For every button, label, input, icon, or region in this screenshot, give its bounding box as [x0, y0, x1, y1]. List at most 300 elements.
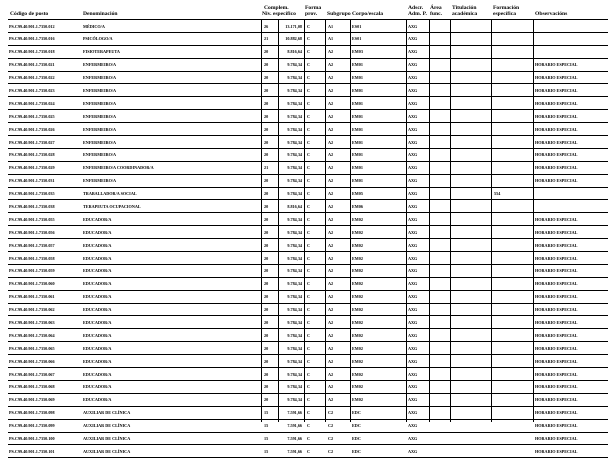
cell-denominacion: EDUCADOR/A	[83, 397, 112, 403]
cell-subgrupo: A2	[328, 294, 334, 300]
cell-subgrupo: C2	[328, 436, 334, 441]
cell-denominacion: TERAPEUTA OCUPACIONAL	[83, 203, 141, 209]
cell-subgrupo: A2	[328, 345, 334, 351]
cell-nivel: 20	[264, 113, 269, 119]
cell-nivel: 15	[264, 448, 269, 454]
cell-adscripcion: AXG	[408, 242, 418, 248]
cell-corpo-escala: EM02	[352, 371, 363, 377]
cell-denominacion: EDUCADOR/A	[83, 358, 112, 364]
cell-corpo-escala: EM02	[352, 229, 363, 235]
cell-forma-prov: C	[307, 100, 311, 106]
cell-subgrupo: A2	[328, 49, 334, 55]
cell-adscripcion: AXG	[408, 268, 418, 274]
cell-codigo: PS.C99.40.901.1.7350.065	[9, 345, 55, 351]
cell-corpo-escala: ES01	[352, 23, 362, 29]
cell-complemento: 9.784,34	[287, 358, 302, 364]
cell-observaciones: HORARIO ESPECIAL	[535, 126, 578, 132]
table-row	[0, 123, 615, 136]
table-row	[0, 368, 615, 381]
cell-codigo: PS.C99.40.901.1.7350.021	[9, 62, 55, 68]
cell-adscripcion: AXG	[408, 384, 418, 390]
cell-nivel: 20	[264, 139, 269, 145]
cell-complemento: 9.784,34	[287, 397, 302, 403]
cell-subgrupo: C2	[328, 410, 334, 416]
cell-subgrupo: A1	[328, 23, 334, 29]
cell-observaciones: HORARIO ESPECIAL	[535, 113, 578, 119]
cell-codigo: PS.C99.40.901.1.7350.031	[9, 178, 55, 184]
cell-observaciones: HORARIO ESPECIAL	[535, 319, 578, 325]
table-row	[0, 149, 615, 162]
cell-corpo-escala: EM02	[352, 268, 363, 274]
table-row	[0, 329, 615, 342]
cell-forma-prov: C	[307, 23, 311, 29]
cell-denominacion: ENFERMEIRO/A	[83, 113, 117, 119]
cell-forma-prov: C	[307, 191, 311, 197]
cell-codigo: PS.C99.40.901.1.7350.057	[9, 242, 55, 248]
cell-adscripcion: AXG	[408, 307, 418, 313]
cell-corpo-escala: EDC	[352, 448, 361, 454]
cell-codigo: PS.C99.40.901.1.7350.100	[9, 436, 55, 441]
cell-forma-prov: C	[307, 49, 311, 55]
table-row	[0, 213, 615, 226]
cell-complemento: 9.784,34	[287, 294, 302, 300]
cell-forma-prov: C	[307, 332, 311, 338]
cell-nivel: 20	[264, 229, 269, 235]
table-row	[0, 355, 615, 368]
cell-complemento: 7.591,66	[287, 436, 302, 441]
cell-denominacion: TRABALLADOR/A SOCIAL	[83, 191, 137, 197]
cell-nivel: 20	[264, 152, 269, 158]
cell-complemento: 9.784,34	[287, 268, 302, 274]
cell-adscripcion: AXG	[408, 345, 418, 351]
table-row	[0, 265, 615, 278]
cell-complemento: 7.591,66	[287, 423, 302, 429]
table-row	[0, 394, 615, 407]
header-titulacion-line2: académica	[452, 11, 478, 17]
cell-corpo-escala: EM02	[352, 216, 363, 222]
header-codigo: Código de posto	[10, 11, 49, 17]
cell-nivel: 20	[264, 307, 269, 313]
cell-codigo: PS.C99.40.901.1.7350.028	[9, 152, 55, 158]
cell-denominacion: ENFERMEIRO/A	[83, 75, 117, 81]
cell-observaciones: HORARIO ESPECIAL	[535, 75, 578, 81]
cell-corpo-escala: EM02	[352, 307, 363, 313]
cell-subgrupo: A2	[328, 216, 334, 222]
cell-denominacion: ENFERMEIRO/A	[83, 87, 117, 93]
cell-denominacion: AUXILIAR DE CLÍNICA	[83, 436, 131, 441]
cell-subgrupo: A2	[328, 384, 334, 390]
cell-nivel: 21	[264, 36, 269, 42]
table-row	[0, 33, 615, 46]
header-complem-line2: Niv. específico	[262, 11, 296, 17]
cell-nivel: 20	[264, 100, 269, 106]
cell-corpo-escala: EM01	[352, 87, 363, 93]
table-row	[0, 291, 615, 304]
cell-subgrupo: A2	[328, 126, 334, 132]
cell-corpo-escala: EM01	[352, 152, 363, 158]
cell-adscripcion: AXG	[408, 139, 418, 145]
cell-complemento: 9.784,34	[287, 307, 302, 313]
table-row	[0, 252, 615, 265]
cell-adscripcion: AXG	[408, 178, 418, 184]
cell-observaciones: HORARIO ESPECIAL	[535, 178, 578, 184]
cell-nivel: 20	[264, 242, 269, 248]
cell-observaciones: HORARIO ESPECIAL	[535, 332, 578, 338]
cell-complemento: 9.784,34	[287, 113, 302, 119]
cell-denominacion: EDUCADOR/A	[83, 229, 112, 235]
cell-complemento: 9.784,34	[287, 281, 302, 287]
cell-nivel: 20	[264, 75, 269, 81]
cell-denominacion: EDUCADOR/A	[83, 216, 112, 222]
cell-codigo: PS.C99.40.901.1.7350.061	[9, 294, 55, 300]
cell-corpo-escala: EM01	[352, 113, 363, 119]
cell-observaciones: HORARIO ESPECIAL	[535, 448, 578, 454]
cell-observaciones: HORARIO ESPECIAL	[535, 397, 578, 403]
cell-subgrupo: A2	[328, 75, 334, 81]
cell-forma-prov: C	[307, 203, 311, 209]
cell-denominacion: EDUCADOR/A	[83, 332, 112, 338]
cell-subgrupo: C2	[328, 423, 334, 429]
cell-complemento: 9.784,34	[287, 75, 302, 81]
table-row	[0, 72, 615, 85]
cell-adscripcion: AXG	[408, 216, 418, 222]
cell-corpo-escala: EM02	[352, 397, 363, 403]
cell-nivel: 20	[264, 281, 269, 287]
table-row	[0, 304, 615, 317]
cell-adscripcion: AXG	[408, 358, 418, 364]
table-row	[0, 175, 615, 188]
cell-denominacion: ENFERMEIRO/A	[83, 139, 117, 145]
cell-complemento: 9.784,34	[287, 242, 302, 248]
cell-adscripcion: AXG	[408, 23, 418, 29]
cell-forma-prov: C	[307, 436, 311, 441]
cell-corpo-escala: EM02	[352, 294, 363, 300]
cell-adscripcion: AXG	[408, 229, 418, 235]
cell-complemento: 9.784,34	[287, 152, 302, 158]
header-formacion-line1: Formación	[493, 5, 520, 11]
cell-forma-prov: C	[307, 410, 311, 416]
cell-codigo: PS.C99.40.901.1.7350.062	[9, 307, 55, 313]
table-row	[0, 136, 615, 149]
cell-codigo: PS.C99.40.901.1.7350.098	[9, 410, 55, 416]
cell-codigo: PS.C99.40.901.1.7350.035	[9, 191, 55, 197]
cell-adscripcion: AXG	[408, 397, 418, 403]
cell-corpo-escala: EM02	[352, 319, 363, 325]
cell-nivel: 20	[264, 203, 269, 209]
table-row	[0, 316, 615, 329]
cell-denominacion: EDUCADOR/A	[83, 345, 112, 351]
cell-codigo: PS.C99.40.901.1.7350.018	[9, 49, 55, 55]
cell-subgrupo: A2	[328, 397, 334, 403]
cell-adscripcion: AXG	[408, 332, 418, 338]
cell-nivel: 20	[264, 397, 269, 403]
table-row	[0, 200, 615, 213]
table-row	[0, 20, 615, 33]
table-row	[0, 278, 615, 291]
cell-codigo: PS.C99.40.901.1.7350.063	[9, 319, 55, 325]
cell-nivel: 20	[264, 62, 269, 68]
cell-adscripcion: AXG	[408, 423, 418, 429]
cell-subgrupo: A2	[328, 255, 334, 261]
cell-denominacion: EDUCADOR/A	[83, 307, 112, 313]
cell-denominacion: AUXILIAR DE CLÍNICA	[83, 423, 131, 429]
cell-subgrupo: A2	[328, 358, 334, 364]
cell-subgrupo: A2	[328, 191, 334, 197]
cell-complemento: 9.784,34	[287, 62, 302, 68]
cell-observaciones: HORARIO ESPECIAL	[535, 358, 578, 364]
cell-complemento: 9.784,34	[287, 87, 302, 93]
cell-observaciones: HORARIO ESPECIAL	[535, 229, 578, 235]
header-corpo: Corpo/escala	[352, 11, 384, 17]
cell-denominacion: FISIOTERAPEUTA	[83, 49, 120, 55]
cell-observaciones: HORARIO ESPECIAL	[535, 410, 578, 416]
cell-subgrupo: A2	[328, 203, 334, 209]
cell-forma-prov: C	[307, 36, 311, 42]
cell-codigo: PS.C99.40.901.1.7350.059	[9, 268, 55, 274]
cell-adscripcion: AXG	[408, 100, 418, 106]
cell-adscripcion: AXG	[408, 371, 418, 377]
table-row	[0, 445, 615, 458]
cell-denominacion: AUXILIAR DE CLÍNICA	[83, 448, 131, 454]
cell-complemento: 7.591,66	[287, 448, 302, 454]
cell-nivel: 20	[264, 191, 269, 197]
cell-subgrupo: A2	[328, 178, 334, 184]
cell-adscripcion: AXG	[408, 49, 418, 55]
cell-observaciones: HORARIO ESPECIAL	[535, 152, 578, 158]
cell-codigo: PS.C99.40.901.1.7350.022	[9, 75, 55, 81]
cell-forma-prov: C	[307, 268, 311, 274]
cell-observaciones: HORARIO ESPECIAL	[535, 345, 578, 351]
cell-codigo: PS.C99.40.901.1.7350.067	[9, 371, 55, 377]
cell-nivel: 20	[264, 126, 269, 132]
cell-codigo: PS.C99.40.901.1.7350.023	[9, 87, 55, 93]
table-row	[0, 188, 615, 201]
cell-corpo-escala: EM03	[352, 49, 363, 55]
cell-complemento: 8.816,64	[287, 203, 302, 209]
cell-forma-prov: C	[307, 294, 311, 300]
cell-adscripcion: AXG	[408, 165, 418, 171]
cell-adscripcion: AXG	[408, 436, 418, 441]
table-row	[0, 420, 615, 433]
cell-denominacion: EDUCADOR/A	[83, 255, 112, 261]
cell-observaciones: HORARIO ESPECIAL	[535, 216, 578, 222]
cell-codigo: PS.C99.40.901.1.7350.016	[9, 36, 55, 42]
cell-corpo-escala: EM02	[352, 332, 363, 338]
cell-corpo-escala: EM02	[352, 345, 363, 351]
table-row	[0, 162, 615, 175]
cell-forma-prov: C	[307, 113, 311, 119]
table-row	[0, 110, 615, 123]
cell-corpo-escala: EM01	[352, 139, 363, 145]
header-denominacion: Denominación	[83, 11, 118, 17]
cell-observaciones: HORARIO ESPECIAL	[535, 307, 578, 313]
cell-corpo-escala: EM01	[352, 165, 363, 171]
cell-corpo-escala: EM01	[352, 100, 363, 106]
cell-complemento: 9.784,34	[287, 371, 302, 377]
cell-observaciones: HORARIO ESPECIAL	[535, 294, 578, 300]
cell-adscripcion: AXG	[408, 126, 418, 132]
table-row	[0, 97, 615, 110]
cell-nivel: 20	[264, 294, 269, 300]
cell-denominacion: AUXILIAR DE CLÍNICA	[83, 410, 131, 416]
table-row	[0, 226, 615, 239]
cell-nivel: 20	[264, 178, 269, 184]
cell-complemento: 9.784,34	[287, 229, 302, 235]
cell-complemento: 9.784,34	[287, 345, 302, 351]
cell-codigo: PS.C99.40.901.1.7350.055	[9, 216, 55, 222]
cell-observaciones: HORARIO ESPECIAL	[535, 242, 578, 248]
cell-codigo: PS.C99.40.901.1.7350.027	[9, 139, 55, 145]
cell-forma-prov: C	[307, 229, 311, 235]
cell-forma-prov: C	[307, 384, 311, 390]
cell-corpo-escala: EM01	[352, 62, 363, 68]
cell-corpo-escala: EM01	[352, 126, 363, 132]
cell-complemento: 7.591,66	[287, 410, 302, 416]
cell-complemento: 9.784,34	[287, 216, 302, 222]
cell-corpo-escala: EDC	[352, 410, 361, 416]
header-observaciones: Observacións	[535, 11, 568, 17]
cell-codigo: PS.C99.40.901.1.7350.058	[9, 255, 55, 261]
cell-denominacion: ENFERMEIRO/A	[83, 126, 117, 132]
cell-complemento: 10.882,68	[285, 36, 302, 42]
cell-adscripcion: AXG	[408, 113, 418, 119]
cell-corpo-escala: EM02	[352, 242, 363, 248]
cell-complemento: 9.784,34	[287, 384, 302, 390]
cell-codigo: PS.C99.40.901.1.7350.029	[9, 165, 55, 171]
cell-forma-prov: C	[307, 178, 311, 184]
cell-subgrupo: A2	[328, 152, 334, 158]
cell-denominacion: ENFERMEIRO/A	[83, 152, 117, 158]
cell-observaciones: HORARIO ESPECIAL	[535, 268, 578, 274]
cell-complemento: 9.784,34	[287, 139, 302, 145]
cell-complemento: 9.784,34	[287, 165, 302, 171]
cell-nivel: 20	[264, 216, 269, 222]
cell-adscripcion: AXG	[408, 152, 418, 158]
cell-corpo-escala: ES01	[352, 36, 362, 42]
cell-complemento: 9.784,34	[287, 255, 302, 261]
cell-codigo: PS.C99.40.901.1.7350.069	[9, 397, 55, 403]
cell-forma-prov: C	[307, 87, 311, 93]
cell-subgrupo: A2	[328, 113, 334, 119]
cell-adscripcion: AXG	[408, 191, 418, 197]
cell-complemento: 9.784,34	[287, 191, 302, 197]
cell-codigo: PS.C99.40.901.1.7350.060	[9, 281, 55, 287]
cell-denominacion: EDUCADOR/A	[83, 268, 112, 274]
cell-subgrupo: A2	[328, 332, 334, 338]
cell-forma-prov: C	[307, 255, 311, 261]
cell-codigo: PS.C99.40.901.1.7350.024	[9, 100, 55, 106]
cell-nivel: 15	[264, 423, 269, 429]
header-adscr-line1: Adscr.	[408, 5, 424, 11]
cell-nivel: 20	[264, 268, 269, 274]
cell-observaciones: HORARIO ESPECIAL	[535, 62, 578, 68]
cell-forma-prov: C	[307, 307, 311, 313]
cell-nivel: 20	[264, 49, 269, 55]
cell-observaciones: HORARIO ESPECIAL	[535, 139, 578, 145]
cell-forma-prov: C	[307, 281, 311, 287]
cell-nivel: 20	[264, 255, 269, 261]
cell-corpo-escala: EM01	[352, 75, 363, 81]
cell-subgrupo: A2	[328, 371, 334, 377]
cell-corpo-escala: EM05	[352, 191, 363, 197]
cell-adscripcion: AXG	[408, 87, 418, 93]
header-forma-line1: Forma	[305, 5, 322, 11]
cell-codigo: PS.C99.40.901.1.7350.012	[9, 23, 55, 29]
cell-denominacion: ENFERMEIRO/A	[83, 178, 117, 184]
header-titulacion-line1: Titulación	[452, 5, 477, 11]
table-row	[0, 407, 615, 420]
cell-forma-prov: C	[307, 242, 311, 248]
table-row	[0, 84, 615, 97]
cell-observaciones: HORARIO ESPECIAL	[535, 281, 578, 287]
cell-subgrupo: A2	[328, 242, 334, 248]
cell-corpo-escala: EM02	[352, 358, 363, 364]
cell-denominacion: ENFERMEIRO/A	[83, 100, 117, 106]
cell-codigo: PS.C99.40.901.1.7350.068	[9, 384, 55, 390]
cell-denominacion: EDUCADOR/A	[83, 384, 112, 390]
cell-corpo-escala: EM01	[352, 178, 363, 184]
cell-forma-prov: C	[307, 75, 311, 81]
cell-forma-prov: C	[307, 358, 311, 364]
cell-adscripcion: AXG	[408, 36, 418, 42]
cell-subgrupo: A2	[328, 268, 334, 274]
cell-subgrupo: A2	[328, 165, 334, 171]
cell-observaciones: HORARIO ESPECIAL	[535, 423, 578, 429]
cell-complemento: 9.784,34	[287, 178, 302, 184]
cell-corpo-escala: EM06	[352, 203, 363, 209]
cell-forma-prov: C	[307, 319, 311, 325]
cell-subgrupo: A2	[328, 100, 334, 106]
cell-denominacion: EDUCADOR/A	[83, 319, 112, 325]
table-row	[0, 381, 615, 394]
cell-forma-prov: C	[307, 165, 311, 171]
table-row	[0, 342, 615, 355]
header-subgrupo: Subgrupo	[327, 11, 351, 17]
header-forma-line2: prov.	[305, 11, 318, 17]
cell-denominacion: EDUCADOR/A	[83, 242, 112, 248]
cell-formacion: 554	[494, 191, 501, 197]
cell-nivel: 20	[264, 358, 269, 364]
cell-subgrupo: A2	[328, 62, 334, 68]
cell-codigo: PS.C99.40.901.1.7350.038	[9, 203, 55, 209]
cell-adscripcion: AXG	[408, 281, 418, 287]
cell-adscripcion: AXG	[408, 448, 418, 454]
cell-codigo: PS.C99.40.901.1.7350.066	[9, 358, 55, 364]
cell-complemento: 9.784,34	[287, 126, 302, 132]
cell-nivel: 20	[264, 384, 269, 390]
cell-subgrupo: A2	[328, 139, 334, 145]
cell-codigo: PS.C99.40.901.1.7350.101	[9, 448, 55, 454]
cell-subgrupo: A2	[328, 319, 334, 325]
header-adscr-line2: Adm. P.	[408, 11, 427, 17]
cell-adscripcion: AXG	[408, 75, 418, 81]
cell-forma-prov: C	[307, 62, 311, 68]
cell-complemento: 9.784,34	[287, 332, 302, 338]
cell-complemento: 13.171,08	[285, 23, 302, 29]
cell-complemento: 8.816,64	[287, 49, 302, 55]
header-area-line1: Área	[430, 5, 442, 11]
cell-adscripcion: AXG	[408, 410, 418, 416]
cell-nivel: 20	[264, 371, 269, 377]
cell-codigo: PS.C99.40.901.1.7350.026	[9, 126, 55, 132]
table-row	[0, 59, 615, 72]
cell-observaciones: HORARIO ESPECIAL	[535, 436, 578, 441]
header-formacion-line2: específica	[493, 11, 516, 17]
cell-nivel: 20	[264, 332, 269, 338]
header-complem-line1: Complem.	[264, 5, 289, 11]
cell-nivel: 20	[264, 87, 269, 93]
cell-observaciones: HORARIO ESPECIAL	[535, 371, 578, 377]
